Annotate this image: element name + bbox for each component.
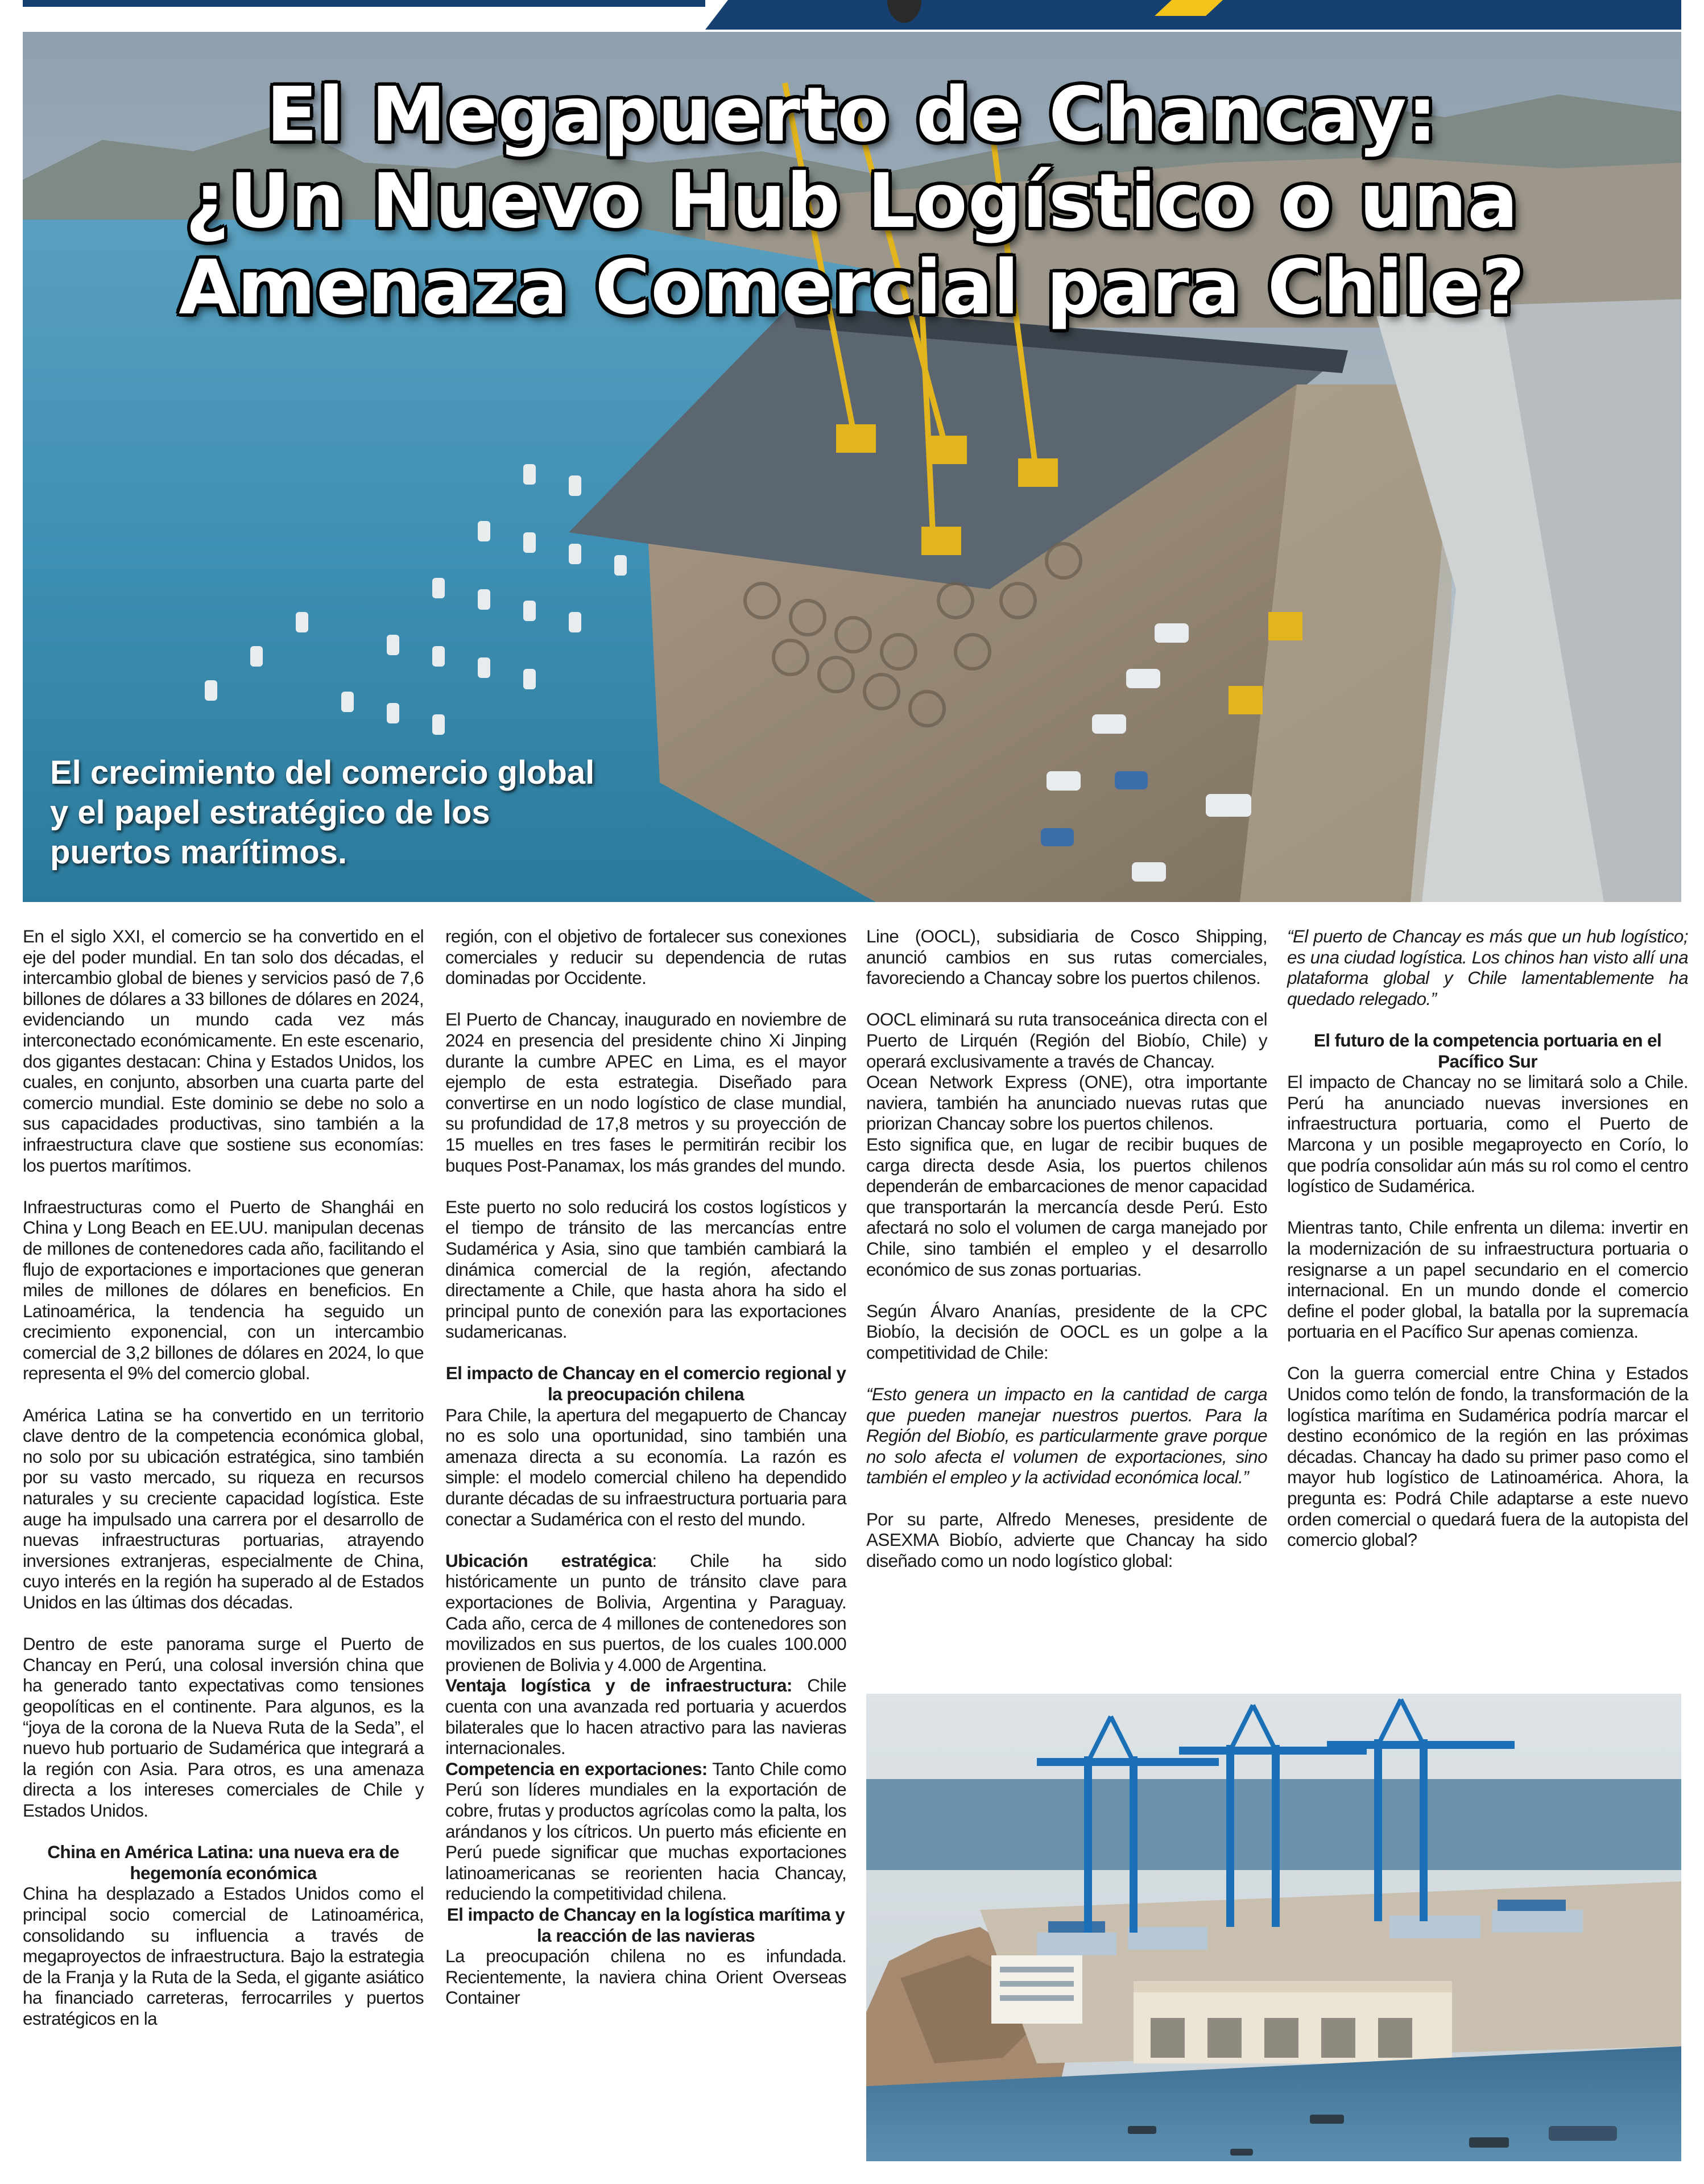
bullet-text: Tanto Chile como Perú son líderes mundiales en la exportación de cobre, frutas y productos agrícolas como la palta, los arándanos y los cítricos. Un puerto más eficiente en Perú puede significar que muchas exportaciones latinoamericanas se reorienten hacia Chancay, reduciendo la competitividad chilena. (445, 1758, 847, 1904)
article-column-3 (866, 926, 1267, 1571)
article-paragraph: La preocupación chilena no es infundada. Recientemente, la naviera china Orient Overseas Container (445, 1946, 846, 2008)
port-terminal-photo (866, 1694, 1681, 2161)
section-heading-regional-impact: El impacto de Chancay en el comercio regional y la preocupación chilena (445, 1363, 846, 1405)
bullet-label: Ubicación estratégica (445, 1550, 652, 1571)
article-paragraph: OOCL eliminará su ruta transoceánica directa con el Puerto de Lirquén (Región del Biobío, Chile) y operará exclusivamente a través de Chancay. (866, 1009, 1267, 1072)
article-paragraph: Dentro de este panorama surge el Puerto de Chancay en Perú, una colosal inversión china que ha generado tanto expectativas como tensiones geopolíticas en el continente. Para algunos, es la “joya de la corona de la Nueva Ruta de la Seda”, el nuevo hub portuario de Sudamérica que integrará a la región con Asia. Para otros, es una amenaza directa a los intereses comerciales de Chile y Estados Unidos. (23, 1633, 424, 1821)
section-heading-china-latam: China en América Latina: una nueva era de hegemonía económica (47, 1842, 399, 1883)
hero-subtitle-line-1: El crecimiento del comercio global (50, 754, 595, 791)
bullet-label: Ventaja logística y de infraestructura: (445, 1675, 792, 1696)
bullet-export-competition (445, 1759, 846, 1904)
quote-text: “Esto genera un impacto en la cantidad de carga que pueden manejar nuestros puertos. Para la Región del Biobío, es particularmente grave porque no solo afecta el volumen de exportaciones, sino también el empleo y la actividad económica local.” (866, 1384, 1267, 1488)
top-banner (0, 0, 1704, 32)
article-paragraph: Este puerto no solo reducirá los costos logísticos y el tiempo de tránsito de las mercancías entre Sudamérica y Asia, sino que también cambiará la dinámica comercial de la región, afectando directamente a Chile, que hasta ahora ha sido el principal punto de conexión para las exportaciones sudamericanas. (445, 1196, 846, 1342)
quote-ananias (866, 1384, 1267, 1488)
banner-rule (23, 0, 705, 7)
bullet-text: Chile cuenta con una avanzada red portuaria y acuerdos bilaterales que lo hacen atractivo para las navieras internacionales. (445, 1675, 846, 1759)
article-paragraph: Esto significa que, en lugar de recibir buques de carga directa desde Asia, los puertos chilenos dependerán de embarcaciones de menor capacidad que transportarán la mercancía desde Perú. Esto afectará no solo el volumen de carga manejado por Chile, sino también el empleo y el desarrollo económico de sus zonas portuarias. (866, 1134, 1267, 1280)
quote-meneses (1287, 926, 1688, 1009)
headline-line-1: El Megapuerto de Chancay: (266, 71, 1438, 159)
article-paragraph: Line (OOCL), subsidiaria de Cosco Shipping, anunció cambios en sus rutas comerciales, favoreciendo a Chancay sobre los puertos chilenos. (866, 926, 1267, 988)
section-heading-maritime-logistics: El impacto de Chancay en la logística marítima y la reacción de las navieras (446, 1904, 845, 1946)
article-paragraph: Para Chile, la apertura del megapuerto de Chancay no es solo una oportunidad, sino también una amenaza directa a su economía. La razón es simple: el modelo comercial chileno ha dependido durante décadas de su infraestructura portuaria para conectar a Sudamérica con el resto del mundo. (445, 1404, 846, 1529)
article-paragraph: Infraestructuras como el Puerto de Shanghái en China y Long Beach en EE.UU. manipulan decenas de millones de contenedores cada año, facilitando el flujo de exportaciones e importaciones que generan miles de millones de dólares en beneficios. En Latinoamérica, la tendencia ha seguido un crecimiento exponencial, con un intercambio comercial de 3,2 billones de dólares en 2024, lo que representa el 9% del comercio global. (23, 1196, 424, 1384)
article-paragraph: China ha desplazado a Estados Unidos como el principal socio comercial de Latinoamérica, consolidando su influencia a través de megaproyectos de infraestructura. Bajo la estrategia de la Franja y la Ruta de la Seda, el gigante asiático ha financiado carreteras, ferrocarriles y puertos estratégicos en la (23, 1883, 424, 2029)
article-paragraph: Con la guerra comercial entre China y Estados Unidos como telón de fondo, la transformación de la logística marítima en Sudamérica podría marcar el destino económico de la región en las próximas décadas. Chancay ha dado su primer paso como el mayor hub logístico de Latinoamérica. Ahora, la pregunta es: Podrá Chile adaptarse a este nuevo orden comercial o quedará fuera de la autopista del comercio global? (1287, 1363, 1688, 1550)
quote-text: “El puerto de Chancay es más que un hub logístico; es una ciudad logística. Los chinos han visto allí una plataforma global y Chile lamentablemente ha quedado relegado.” (1287, 926, 1688, 1009)
bullet-text: : Chile ha sido históricamente un punto de tránsito clave para exportaciones de Bolivia, Argentina y Paraguay. Cada año, cerca de 4 millones de contenedores son movilizados en sus puertos, de los cuales 100.000 provienen de Bolivia y 4.000 de Argentina. (445, 1550, 846, 1675)
article-paragraph: región, con el objetivo de fortalecer sus conexiones comerciales y reducir su dependencia de rutas dominadas por Occidente. (445, 926, 846, 988)
headline-line-3: Amenaza Comercial para Chile? (179, 244, 1525, 332)
headline-line-2: ¿Un Nuevo Hub Logístico o una (185, 158, 1519, 245)
hero-subtitle-line-2: y el papel estratégico de los (50, 794, 490, 831)
hero-photo (23, 32, 1681, 902)
bullet-logistics-advantage (445, 1675, 846, 1758)
bullet-label: Competencia en exportaciones: (445, 1758, 708, 1779)
article-paragraph: El Puerto de Chancay, inaugurado en noviembre de 2024 en presencia del presidente chino Xi Jinping durante la cumbre APEC en Lima, es el mayor ejemplo de esta estrategia. Diseñado para convertirse en un nodo logístico de clase mundial, su profundidad de 17,8 metros y su proyección de 15 muelles en tres fases le permitirán recibir los buques Post-Panamax, los más grandes del mundo. (445, 1009, 846, 1176)
article-paragraph: Por su parte, Alfredo Meneses, presidente de ASEXMA Biobío, advierte que Chancay ha sido diseñado como un nodo logístico global: (866, 1508, 1267, 1571)
hero-subtitle (50, 753, 619, 872)
headline (23, 72, 1681, 331)
article-paragraph: En el siglo XXI, el comercio se ha convertido en el eje del poder mundial. En tan solo dos décadas, el intercambio global de bienes y servicios pasó de 7,6 billones de dólares a 33 billones de dólares en 2024, evidenciando un mundo cada vez más interconectado económicamente. En este escenario, dos gigantes destacan: China y Estados Unidos, los cuales, en conjunto, absorben una cuarta parte del comercio mundial. Este dominio se debe no solo a sus capacidades productivas, sino también a la infraestructura clave que sostiene sus economías: los puertos marítimos. (23, 926, 424, 1176)
article-column-2 (445, 926, 846, 2008)
article-paragraph: América Latina se ha convertido en un territorio clave dentro de la competencia económica global, no solo por su ubicación estratégica, sino también por su vasto mercado, su riqueza en recursos naturales y su creciente capacidad logística. Este auge ha impulsado una carrera por el desarrollo de nuevas infraestructuras portuarias, atrayendo inversiones extranjeras, especialmente de China, cuyo interés en la región ha superado al de Estados Unidos en las últimas dos décadas. (23, 1404, 424, 1612)
article-paragraph: Mientras tanto, Chile enfrenta un dilema: invertir en la modernización de su infraestructura portuaria o resignarse a un papel secundario en el comercio internacional. En un mundo donde el comercio define el poder global, la batalla por la supremacía portuaria en el Pacífico Sur apenas comienza. (1287, 1217, 1688, 1342)
article-paragraph: Según Álvaro Ananías, presidente de la CPC Biobío, la decisión de OOCL es un golpe a la competitividad de Chile: (866, 1300, 1267, 1363)
hero-subtitle-line-3: puertos marítimos. (50, 834, 348, 871)
article-column-4 (1287, 926, 1688, 1550)
section-heading-future-competition: El futuro de la competencia portuaria en el Pacífico Sur (1313, 1029, 1662, 1072)
port-terminal-illustration (866, 1694, 1681, 2161)
article-paragraph: El impacto de Chancay no se limitará solo a Chile. Perú ha anunciado nuevas inversiones en infraestructura portuaria, como el Puerto de Marcona y un posible megaproyecto en Corío, lo que podría consolidar aún más su rol como el centro logístico de Sudamérica. (1287, 1072, 1688, 1197)
article-paragraph: Ocean Network Express (ONE), otra importante naviera, también ha anunciado nuevas rutas que priorizan Chancay sobre los puertos chilenos. (866, 1072, 1267, 1134)
bullet-strategic-location (445, 1550, 846, 1676)
article-column-1 (23, 926, 424, 2029)
